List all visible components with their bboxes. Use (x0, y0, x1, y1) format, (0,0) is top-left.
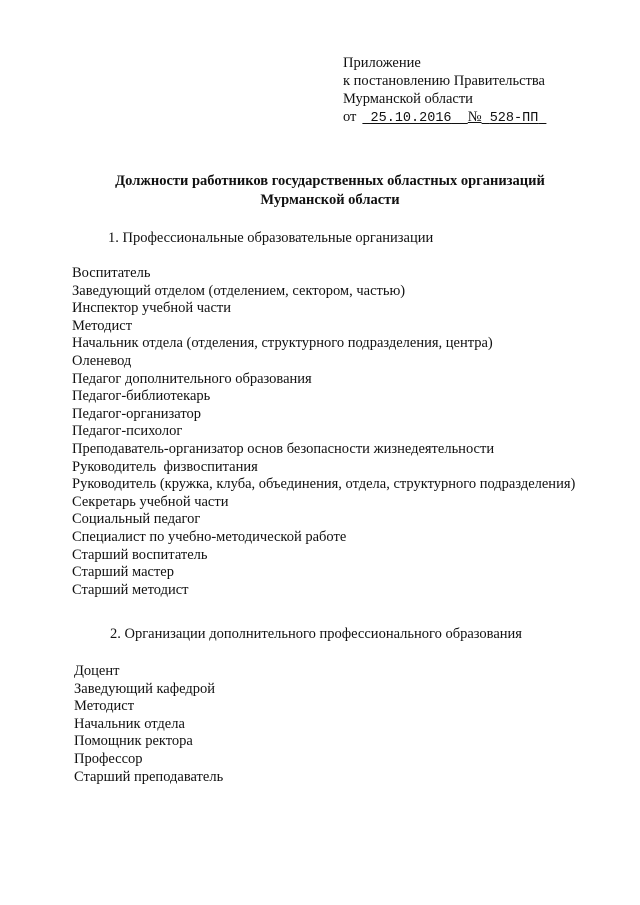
list-item: Начальник отдела (74, 715, 185, 732)
list-item: Педагог-психолог (72, 423, 183, 440)
section-1-list (72, 265, 594, 599)
list-item: Социальный педагог (72, 511, 201, 528)
list-item: Педагог-библиотекарь (72, 388, 211, 405)
list-item: Руководитель физвоспитания (72, 458, 258, 475)
annex-line-2: к постановлению Правительства (343, 73, 545, 89)
section-heading-1: 1. Профессиональные образовательные организации (108, 230, 434, 246)
list-item: Методист (74, 698, 135, 715)
annex-line-1: Приложение (343, 55, 421, 71)
title-line-1: Должности работников государственных областных организаций (115, 173, 545, 189)
annex-header (343, 54, 546, 128)
list-item: Оленевод (72, 352, 132, 369)
document-title (40, 172, 620, 210)
annex-number-prefix: № (467, 109, 482, 125)
list-item: Заведующий отделом (отделением, сектором, частью) (72, 282, 406, 299)
list-item: Старший воспитатель (72, 546, 208, 563)
title-line-2: Мурманской области (260, 192, 400, 208)
list-item: Инспектор учебной части (72, 300, 231, 317)
list-item: Секретарь учебной части (72, 493, 229, 510)
list-item: Помощник ректора (74, 733, 193, 750)
list-item: Специалист по учебно-методической работе (72, 528, 347, 545)
list-item: Заведующий кафедрой (74, 680, 216, 697)
list-item: Педагог дополнительного образования (72, 370, 312, 387)
list-item: Воспитатель (72, 265, 151, 281)
section-heading-2: 2. Организации дополнительного профессионального образования (110, 626, 522, 642)
section-2-list (74, 663, 594, 786)
list-item: Старший методист (72, 581, 189, 598)
annex-number: 528-ПП (489, 111, 539, 126)
list-item: Методист (72, 317, 133, 334)
list-item: Руководитель (кружка, клуба, объединения, отдела, структурного подразделения) (72, 476, 576, 493)
annex-date-prefix: от (343, 109, 357, 125)
annex-date-line (343, 108, 546, 128)
list-item: Профессор (74, 750, 143, 767)
list-item: Преподаватель-организатор основ безопасности жизнедеятельности (72, 440, 495, 457)
list-item: Доцент (74, 663, 120, 679)
list-item: Начальник отдела (отделения, структурного подразделения, центра) (72, 335, 493, 352)
annex-date: 25.10.2016 (370, 111, 452, 126)
list-item: Педагог-организатор (72, 405, 201, 422)
annex-line-3: Мурманской области (343, 91, 473, 107)
list-item: Старший мастер (72, 564, 174, 581)
list-item: Старший преподаватель (74, 768, 224, 785)
